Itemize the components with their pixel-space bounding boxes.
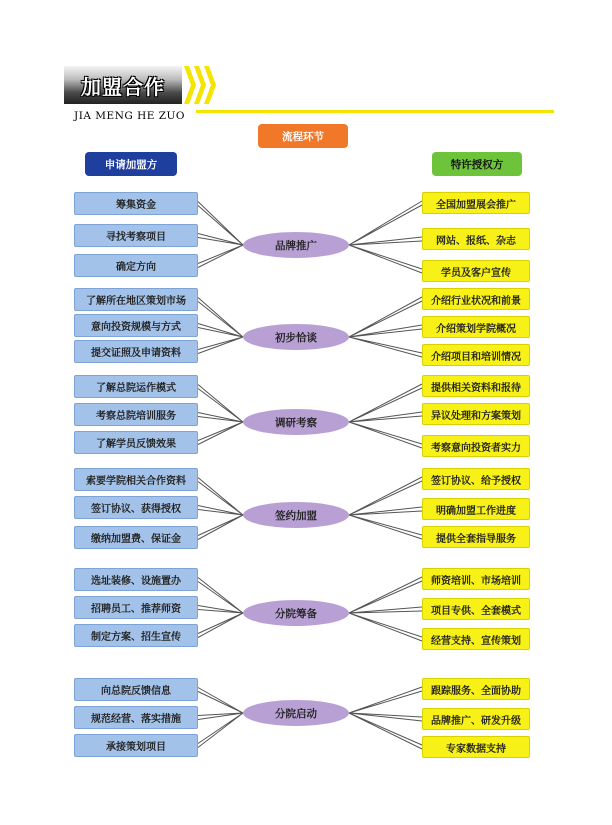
applicant-step: 了解所在地区策划市场	[74, 288, 198, 311]
franchisor-step: 师资培训、市场培训	[422, 568, 530, 590]
franchisor-header: 特许授权方	[432, 152, 522, 176]
franchisor-step: 提供相关资料和报待	[422, 375, 530, 397]
applicant-header: 申请加盟方	[85, 152, 177, 176]
franchisor-step: 品牌推广、研发升级	[422, 708, 530, 730]
applicant-step: 规范经营、落实措施	[74, 706, 198, 729]
process-label: 流程环节	[258, 124, 348, 148]
applicant-step: 缴纳加盟费、保证金	[74, 526, 198, 549]
applicant-step: 了解学员反馈效果	[74, 431, 198, 454]
stage-oval: 分院启动	[243, 700, 349, 726]
franchisor-step: 介绍行业状况和前景	[422, 288, 530, 310]
franchisor-step: 签订协议、给予授权	[422, 468, 530, 490]
franchisor-step: 学员及客户宣传	[422, 260, 530, 282]
stage-oval: 调研考察	[243, 409, 349, 435]
stage-oval: 签约加盟	[243, 502, 349, 528]
header-subtitle: JIA MENG HE ZUO	[74, 110, 186, 122]
applicant-step: 筹集资金	[74, 192, 198, 215]
applicant-step: 了解总院运作模式	[74, 375, 198, 398]
stage-oval: 品牌推广	[243, 232, 349, 258]
franchisor-step: 提供全套指导服务	[422, 526, 530, 548]
franchisor-step: 异议处理和方案策划	[422, 403, 530, 425]
stage-oval: 分院筹备	[243, 600, 349, 626]
franchisor-step: 跟踪服务、全面协助	[422, 678, 530, 700]
applicant-step: 寻找考察项目	[74, 224, 198, 247]
franchisor-step: 经营支持、宣传策划	[422, 628, 530, 650]
applicant-step: 意向投资规模与方式	[74, 314, 198, 337]
applicant-step: 确定方向	[74, 254, 198, 277]
franchisor-step: 项目专供、全套模式	[422, 598, 530, 620]
franchisor-step: 网站、报纸、杂志	[422, 228, 530, 250]
franchisor-step: 介绍策划学院概况	[422, 316, 530, 338]
franchisor-step: 考察意向投资者实力	[422, 435, 530, 457]
applicant-step: 签订协议、获得授权	[74, 496, 198, 519]
applicant-step: 承接策划项目	[74, 734, 198, 757]
applicant-step: 选址装修、设施置办	[74, 568, 198, 591]
franchisor-step: 专家数据支持	[422, 736, 530, 758]
applicant-step: 考察总院培训服务	[74, 403, 198, 426]
stage-oval: 初步恰谈	[243, 324, 349, 350]
franchisor-step: 明确加盟工作进度	[422, 498, 530, 520]
applicant-step: 招聘员工、推荐师资	[74, 596, 198, 619]
applicant-step: 制定方案、招生宣传	[74, 624, 198, 647]
applicant-step: 索要学院相关合作资料	[74, 468, 198, 491]
franchisor-step: 全国加盟展会推广	[422, 192, 530, 214]
franchisor-step: 介绍项目和培训情况	[422, 344, 530, 366]
applicant-step: 向总院反馈信息	[74, 678, 198, 701]
header-title: 加盟合作	[81, 74, 165, 99]
applicant-step: 提交证照及申请资料	[74, 340, 198, 363]
